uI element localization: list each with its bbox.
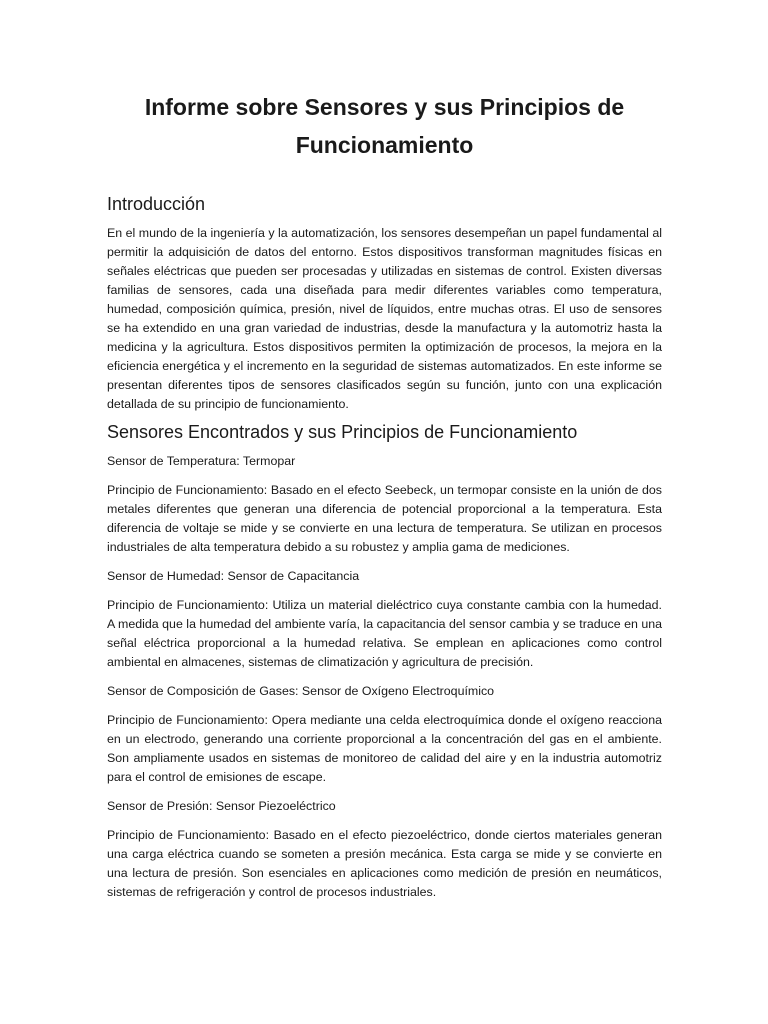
sensor-principle-pressure: Principio de Funcionamiento: Basado en el efecto piezoeléctrico, donde ciertos materiales generan una carga eléctrica cuando se someten a presión mecánica. Esta carga se mide y se convierte en una lectura de presión. Son esenciales en aplicaciones como medición de presión en neumáticos, sistemas de refrigeración y control de procesos industriales.	[107, 828, 662, 899]
document-title: Informe sobre Sensores y sus Principios de Funcionamiento	[144, 94, 625, 158]
intro-heading: Introducción	[107, 194, 206, 214]
sensor-label-pressure: Sensor de Presión: Sensor Piezoeléctrico	[107, 799, 336, 813]
sensor-principle-humidity: Principio de Funcionamiento: Utiliza un material dieléctrico cuya constante cambia con la humedad. A medida que la humedad del ambiente varía, la capacitancia del sensor cambia y se traduce en una señal eléctrica proporcional a la humedad relativa. Se emplean en aplicaciones como control ambiental en almacenes, sistemas de climatización y agricultura de precisión.	[107, 598, 662, 669]
sensor-label-humidity: Sensor de Humedad: Sensor de Capacitancia	[107, 569, 360, 583]
intro-paragraph: En el mundo de la ingeniería y la automatización, los sensores desempeñan un papel fundamental al permitir la adquisición de datos del entorno. Estos dispositivos transforman magnitudes físicas en señales eléctricas que pueden ser procesadas y utilizadas en sistemas de control. Existen diversas familias de sensores, cada una diseñada para medir diferentes variables como temperatura, humedad, composición química, presión, nivel de líquidos, entre muchas otras. El uso de sensores se ha extendido en una gran variedad de industrias, desde la manufactura y la automotriz hasta la medicina y la agricultura. Estos dispositivos permiten la optimización de procesos, la mejora en la eficiencia energética y el incremento en la seguridad de sistemas automatizados. En este informe se presentan diferentes tipos de sensores clasificados según su función, junto con una explicación detallada de su principio de funcionamiento.	[107, 226, 662, 411]
sensor-label-gas: Sensor de Composición de Gases: Sensor de Oxígeno Electroquímico	[107, 684, 495, 698]
sensor-principle-temperature: Principio de Funcionamiento: Basado en el efecto Seebeck, un termopar consiste en la unión de dos metales diferentes que generan una diferencia de potencial proporcional a la temperatura. Esta diferencia de voltaje se mide y se convierte en una lectura de temperatura. Se utilizan en procesos industriales de alta temperatura debido a su robustez y amplia gama de mediciones.	[107, 483, 662, 554]
sensors-heading: Sensores Encontrados y sus Principios de Funcionamiento	[107, 422, 578, 442]
sensor-principle-gas: Principio de Funcionamiento: Opera mediante una celda electroquímica donde el oxígeno reacciona en un electrodo, generando una corriente proporcional a la concentración del gas en el ambiente. Son ampliamente usados en sistemas de monitoreo de calidad del aire y en la industria automotriz para el control de emisiones de escape.	[107, 713, 662, 784]
document-page	[107, 88, 662, 912]
sensor-label-temperature: Sensor de Temperatura: Termopar	[107, 454, 296, 468]
